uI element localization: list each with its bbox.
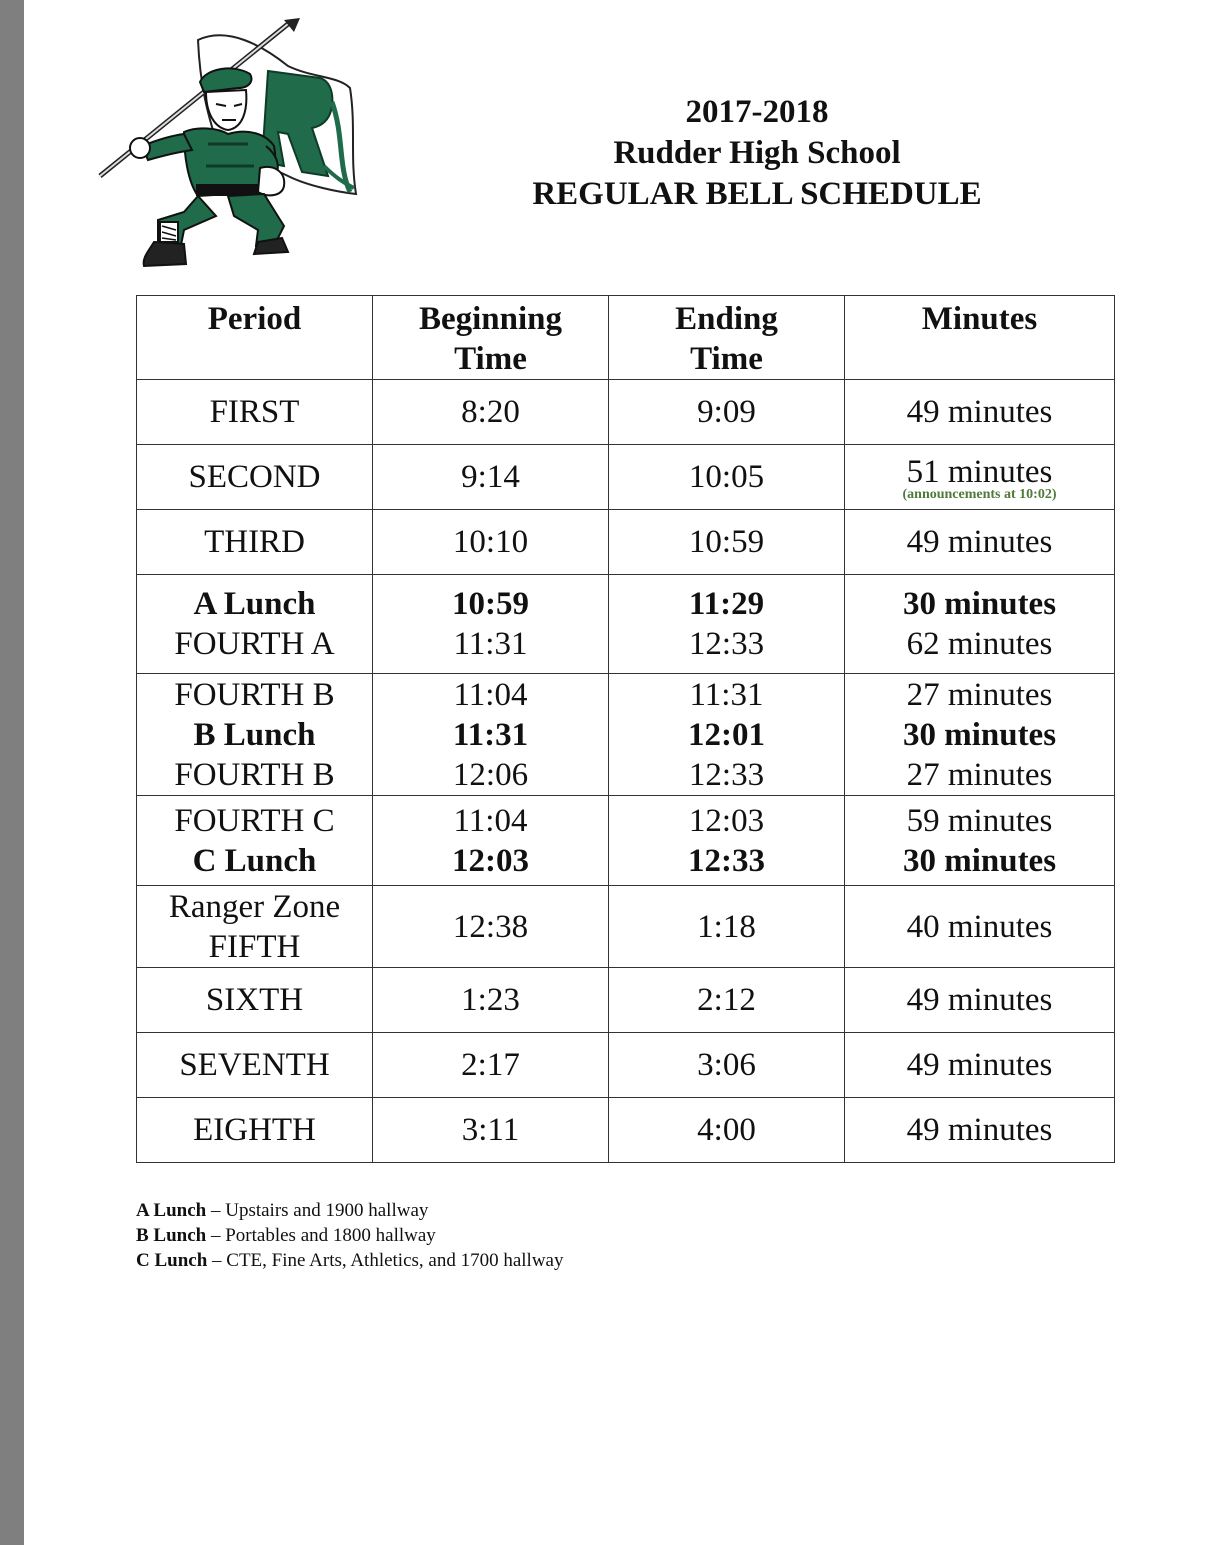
cell-period: SEVENTH [137,1033,373,1098]
cell-period: FOURTH C C Lunch [137,796,373,886]
cell-begin: 3:11 [373,1098,609,1163]
announcements-note: (announcements at 10:02) [902,487,1057,502]
cell-end: 11:29 12:33 [609,575,845,674]
cell-begin: 10:59 11:31 [373,575,609,674]
cell-minutes: 49 minutes [845,1033,1115,1098]
cell-begin: 9:14 [373,445,609,510]
cell-begin: 2:17 [373,1033,609,1098]
cell-minutes: 49 minutes [845,1098,1115,1163]
header-beginning-time: Beginning Time [373,296,609,380]
table-row-lunch-c [137,796,1115,886]
table-row [137,445,1115,510]
cell-minutes: 40 minutes [845,886,1115,968]
title-school: Rudder High School [613,135,901,171]
cell-minutes: 49 minutes [845,968,1115,1033]
page-title [464,92,1050,215]
cell-end: 10:05 [609,445,845,510]
table-row [137,510,1115,575]
ranger-mascot-logo-icon [88,16,360,272]
cell-end: 10:59 [609,510,845,575]
cell-begin: 12:38 [373,886,609,968]
header-minutes: Minutes [845,296,1115,380]
title-schedule-name: REGULAR BELL SCHEDULE [532,176,982,212]
table-row-lunch-a [137,575,1115,674]
minutes-value: 51 minutes [906,454,1053,490]
cell-end: 2:12 [609,968,845,1033]
table-row [137,380,1115,445]
legend-item-c-lunch: C Lunch – CTE, Fine Arts, Athletics, and 1700 hallway [136,1250,564,1271]
cell-minutes: 59 minutes 30 minutes [845,796,1115,886]
title-year: 2017-2018 [685,94,829,130]
cell-period: EIGHTH [137,1098,373,1163]
cell-period: SECOND [137,445,373,510]
table-row [137,968,1115,1033]
cell-minutes: 27 minutes 30 minutes 27 minutes [845,674,1115,796]
cell-begin: 11:04 12:03 [373,796,609,886]
cell-period: A Lunch FOURTH A [137,575,373,674]
table-row-lunch-b [137,674,1115,796]
cell-minutes [845,445,1115,510]
cell-period: THIRD [137,510,373,575]
table-row [137,1033,1115,1098]
cell-minutes: 30 minutes 62 minutes [845,575,1115,674]
cell-end: 3:06 [609,1033,845,1098]
cell-begin: 10:10 [373,510,609,575]
cell-period: Ranger Zone FIFTH [137,886,373,968]
cell-minutes: 49 minutes [845,380,1115,445]
header-period: Period [137,296,373,380]
legend-item-a-lunch: A Lunch – Upstairs and 1900 hallway [136,1200,429,1221]
cell-end: 11:31 12:01 12:33 [609,674,845,796]
legend-item-b-lunch: B Lunch – Portables and 1800 hallway [136,1225,436,1246]
table-header-row [137,296,1115,380]
cell-period: SIXTH [137,968,373,1033]
cell-begin: 8:20 [373,380,609,445]
cell-minutes: 49 minutes [845,510,1115,575]
cell-end: 1:18 [609,886,845,968]
cell-end: 12:03 12:33 [609,796,845,886]
cell-begin: 1:23 [373,968,609,1033]
bell-schedule-table [136,295,1115,1163]
header-ending-time: Ending Time [609,296,845,380]
table-row [137,1098,1115,1163]
cell-begin: 11:04 11:31 12:06 [373,674,609,796]
lunch-legend [136,1198,564,1273]
cell-end: 4:00 [609,1098,845,1163]
cell-end: 9:09 [609,380,845,445]
cell-period: FOURTH B B Lunch FOURTH B [137,674,373,796]
document-page [24,0,1223,1545]
cell-period: FIRST [137,380,373,445]
table-row [137,886,1115,968]
